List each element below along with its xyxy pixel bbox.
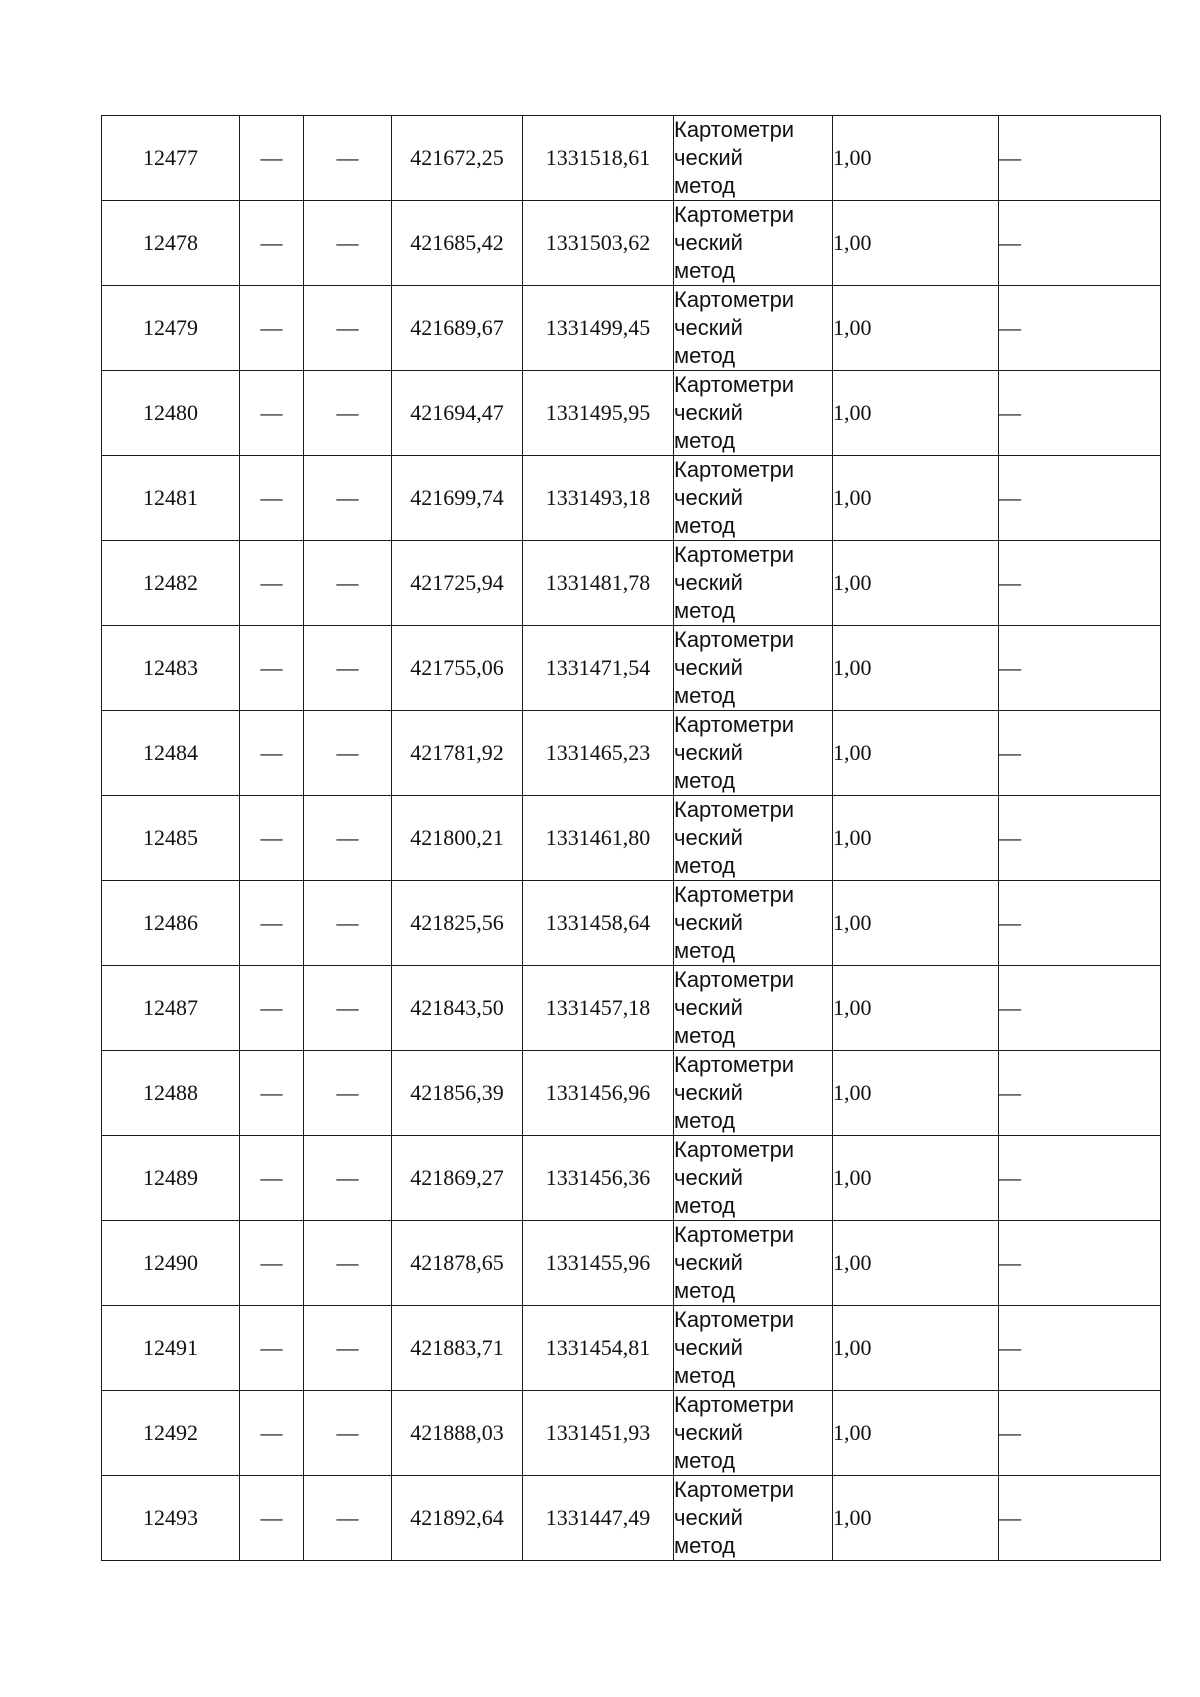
method-line: метод [674, 1023, 736, 1048]
accuracy-cell: 1,00 [833, 371, 999, 456]
y-coordinate-cell: 1331499,45 [523, 286, 674, 371]
y-coordinate-cell: 1331495,95 [523, 371, 674, 456]
description-cell: — [999, 966, 1161, 1051]
table-row [102, 1476, 1161, 1561]
method-line: метод [674, 683, 736, 708]
description-cell: — [999, 711, 1161, 796]
point-number-cell: 12484 [102, 711, 240, 796]
method-line: Картометри [674, 1392, 795, 1417]
method-line: ческий [674, 655, 743, 680]
description-cell: — [999, 1136, 1161, 1221]
old-y-cell: — [304, 371, 392, 456]
method-line: Картометри [674, 1222, 795, 1247]
old-x-cell: — [240, 966, 304, 1051]
method-cell [674, 1221, 833, 1306]
method-cell [674, 1306, 833, 1391]
x-coordinate-cell: 421825,56 [392, 881, 523, 966]
table-row [102, 1306, 1161, 1391]
method-cell [674, 796, 833, 881]
point-number-cell: 12493 [102, 1476, 240, 1561]
method-cell [674, 541, 833, 626]
x-coordinate-cell: 421800,21 [392, 796, 523, 881]
description-cell: — [999, 626, 1161, 711]
table-row [102, 116, 1161, 201]
method-line: Картометри [674, 1137, 795, 1162]
description-cell: — [999, 371, 1161, 456]
method-cell [674, 626, 833, 711]
description-cell: — [999, 1391, 1161, 1476]
method-line: метод [674, 1278, 736, 1303]
accuracy-cell: 1,00 [833, 456, 999, 541]
x-coordinate-cell: 421892,64 [392, 1476, 523, 1561]
old-x-cell: — [240, 711, 304, 796]
method-cell [674, 1476, 833, 1561]
x-coordinate-cell: 421725,94 [392, 541, 523, 626]
description-cell: — [999, 1221, 1161, 1306]
method-line: ческий [674, 485, 743, 510]
y-coordinate-cell: 1331456,96 [523, 1051, 674, 1136]
y-coordinate-cell: 1331458,64 [523, 881, 674, 966]
description-cell: — [999, 201, 1161, 286]
method-cell [674, 1136, 833, 1221]
old-y-cell: — [304, 456, 392, 541]
point-number-cell: 12477 [102, 116, 240, 201]
method-cell [674, 966, 833, 1051]
method-line: метод [674, 173, 736, 198]
x-coordinate-cell: 421672,25 [392, 116, 523, 201]
accuracy-cell: 1,00 [833, 1306, 999, 1391]
x-coordinate-cell: 421694,47 [392, 371, 523, 456]
accuracy-cell: 1,00 [833, 286, 999, 371]
table-row [102, 1051, 1161, 1136]
method-line: ческий [674, 145, 743, 170]
table-row [102, 201, 1161, 286]
description-cell: — [999, 1476, 1161, 1561]
method-line: Картометри [674, 1477, 795, 1502]
point-number-cell: 12483 [102, 626, 240, 711]
method-cell [674, 881, 833, 966]
y-coordinate-cell: 1331451,93 [523, 1391, 674, 1476]
point-number-cell: 12485 [102, 796, 240, 881]
method-line: метод [674, 513, 736, 538]
table-row [102, 1136, 1161, 1221]
old-y-cell: — [304, 1306, 392, 1391]
old-x-cell: — [240, 1051, 304, 1136]
method-line: Картометри [674, 1052, 795, 1077]
method-cell [674, 711, 833, 796]
method-line: ческий [674, 910, 743, 935]
point-number-cell: 12488 [102, 1051, 240, 1136]
old-x-cell: — [240, 796, 304, 881]
y-coordinate-cell: 1331447,49 [523, 1476, 674, 1561]
x-coordinate-cell: 421689,67 [392, 286, 523, 371]
accuracy-cell: 1,00 [833, 1051, 999, 1136]
method-line: ческий [674, 1250, 743, 1275]
method-line: Картометри [674, 287, 795, 312]
x-coordinate-cell: 421878,65 [392, 1221, 523, 1306]
method-line: метод [674, 768, 736, 793]
old-x-cell: — [240, 1391, 304, 1476]
point-number-cell: 12489 [102, 1136, 240, 1221]
method-line: ческий [674, 230, 743, 255]
old-x-cell: — [240, 456, 304, 541]
table-row [102, 286, 1161, 371]
method-line: метод [674, 258, 736, 283]
method-line: Картометри [674, 967, 795, 992]
method-cell [674, 1051, 833, 1136]
description-cell: — [999, 456, 1161, 541]
x-coordinate-cell: 421888,03 [392, 1391, 523, 1476]
method-line: метод [674, 598, 736, 623]
accuracy-cell: 1,00 [833, 116, 999, 201]
description-cell: — [999, 1306, 1161, 1391]
old-y-cell: — [304, 966, 392, 1051]
method-line: ческий [674, 1420, 743, 1445]
x-coordinate-cell: 421685,42 [392, 201, 523, 286]
method-cell [674, 1391, 833, 1476]
old-x-cell: — [240, 1136, 304, 1221]
method-line: ческий [674, 315, 743, 340]
accuracy-cell: 1,00 [833, 1221, 999, 1306]
description-cell: — [999, 286, 1161, 371]
y-coordinate-cell: 1331493,18 [523, 456, 674, 541]
table-row [102, 371, 1161, 456]
method-line: ческий [674, 400, 743, 425]
method-cell [674, 286, 833, 371]
method-line: Картометри [674, 202, 795, 227]
x-coordinate-cell: 421883,71 [392, 1306, 523, 1391]
old-y-cell: — [304, 1391, 392, 1476]
table-row [102, 711, 1161, 796]
old-x-cell: — [240, 1221, 304, 1306]
method-cell [674, 201, 833, 286]
table-row [102, 626, 1161, 711]
x-coordinate-cell: 421856,39 [392, 1051, 523, 1136]
accuracy-cell: 1,00 [833, 1136, 999, 1221]
point-number-cell: 12492 [102, 1391, 240, 1476]
point-number-cell: 12491 [102, 1306, 240, 1391]
method-line: ческий [674, 740, 743, 765]
method-line: ческий [674, 825, 743, 850]
point-number-cell: 12482 [102, 541, 240, 626]
y-coordinate-cell: 1331465,23 [523, 711, 674, 796]
table-row [102, 881, 1161, 966]
method-cell [674, 116, 833, 201]
accuracy-cell: 1,00 [833, 626, 999, 711]
method-line: ческий [674, 995, 743, 1020]
y-coordinate-cell: 1331481,78 [523, 541, 674, 626]
point-number-cell: 12480 [102, 371, 240, 456]
point-number-cell: 12490 [102, 1221, 240, 1306]
y-coordinate-cell: 1331471,54 [523, 626, 674, 711]
method-line: Картометри [674, 1307, 795, 1332]
description-cell: — [999, 541, 1161, 626]
method-line: Картометри [674, 882, 795, 907]
old-y-cell: — [304, 286, 392, 371]
point-number-cell: 12487 [102, 966, 240, 1051]
old-x-cell: — [240, 626, 304, 711]
method-line: Картометри [674, 712, 795, 737]
accuracy-cell: 1,00 [833, 711, 999, 796]
table-row [102, 456, 1161, 541]
table-row [102, 796, 1161, 881]
description-cell: — [999, 116, 1161, 201]
x-coordinate-cell: 421755,06 [392, 626, 523, 711]
y-coordinate-cell: 1331461,80 [523, 796, 674, 881]
method-line: метод [674, 853, 736, 878]
table-row [102, 1391, 1161, 1476]
method-line: метод [674, 938, 736, 963]
point-number-cell: 12478 [102, 201, 240, 286]
accuracy-cell: 1,00 [833, 881, 999, 966]
y-coordinate-cell: 1331454,81 [523, 1306, 674, 1391]
x-coordinate-cell: 421781,92 [392, 711, 523, 796]
point-number-cell: 12479 [102, 286, 240, 371]
table-row [102, 541, 1161, 626]
old-y-cell: — [304, 711, 392, 796]
method-line: Картометри [674, 117, 795, 142]
method-line: Картометри [674, 797, 795, 822]
old-y-cell: — [304, 881, 392, 966]
accuracy-cell: 1,00 [833, 1476, 999, 1561]
old-y-cell: — [304, 796, 392, 881]
y-coordinate-cell: 1331456,36 [523, 1136, 674, 1221]
x-coordinate-cell: 421843,50 [392, 966, 523, 1051]
method-line: Картометри [674, 457, 795, 482]
old-y-cell: — [304, 116, 392, 201]
old-y-cell: — [304, 201, 392, 286]
method-line: ческий [674, 1080, 743, 1105]
method-line: ческий [674, 1505, 743, 1530]
old-x-cell: — [240, 116, 304, 201]
table-body [102, 116, 1161, 1561]
old-x-cell: — [240, 1476, 304, 1561]
old-x-cell: — [240, 201, 304, 286]
accuracy-cell: 1,00 [833, 796, 999, 881]
old-y-cell: — [304, 1221, 392, 1306]
method-line: Картометри [674, 372, 795, 397]
old-x-cell: — [240, 371, 304, 456]
method-line: метод [674, 1108, 736, 1133]
old-x-cell: — [240, 881, 304, 966]
description-cell: — [999, 881, 1161, 966]
accuracy-cell: 1,00 [833, 1391, 999, 1476]
accuracy-cell: 1,00 [833, 541, 999, 626]
method-line: метод [674, 428, 736, 453]
y-coordinate-cell: 1331518,61 [523, 116, 674, 201]
table-row [102, 966, 1161, 1051]
y-coordinate-cell: 1331457,18 [523, 966, 674, 1051]
description-cell: — [999, 796, 1161, 881]
method-line: ческий [674, 570, 743, 595]
y-coordinate-cell: 1331455,96 [523, 1221, 674, 1306]
method-line: метод [674, 343, 736, 368]
old-x-cell: — [240, 1306, 304, 1391]
old-y-cell: — [304, 541, 392, 626]
method-cell [674, 456, 833, 541]
y-coordinate-cell: 1331503,62 [523, 201, 674, 286]
method-line: метод [674, 1193, 736, 1218]
method-line: метод [674, 1533, 736, 1558]
method-line: Картометри [674, 542, 795, 567]
old-y-cell: — [304, 1136, 392, 1221]
old-x-cell: — [240, 541, 304, 626]
old-y-cell: — [304, 1476, 392, 1561]
method-line: Картометри [674, 627, 795, 652]
x-coordinate-cell: 421869,27 [392, 1136, 523, 1221]
old-x-cell: — [240, 286, 304, 371]
method-line: метод [674, 1363, 736, 1388]
accuracy-cell: 1,00 [833, 966, 999, 1051]
method-line: ческий [674, 1165, 743, 1190]
point-number-cell: 12481 [102, 456, 240, 541]
table-row [102, 1221, 1161, 1306]
accuracy-cell: 1,00 [833, 201, 999, 286]
point-number-cell: 12486 [102, 881, 240, 966]
x-coordinate-cell: 421699,74 [392, 456, 523, 541]
description-cell: — [999, 1051, 1161, 1136]
method-line: ческий [674, 1335, 743, 1360]
coordinates-table [101, 115, 1161, 1561]
method-line: метод [674, 1448, 736, 1473]
old-y-cell: — [304, 626, 392, 711]
old-y-cell: — [304, 1051, 392, 1136]
method-cell [674, 371, 833, 456]
